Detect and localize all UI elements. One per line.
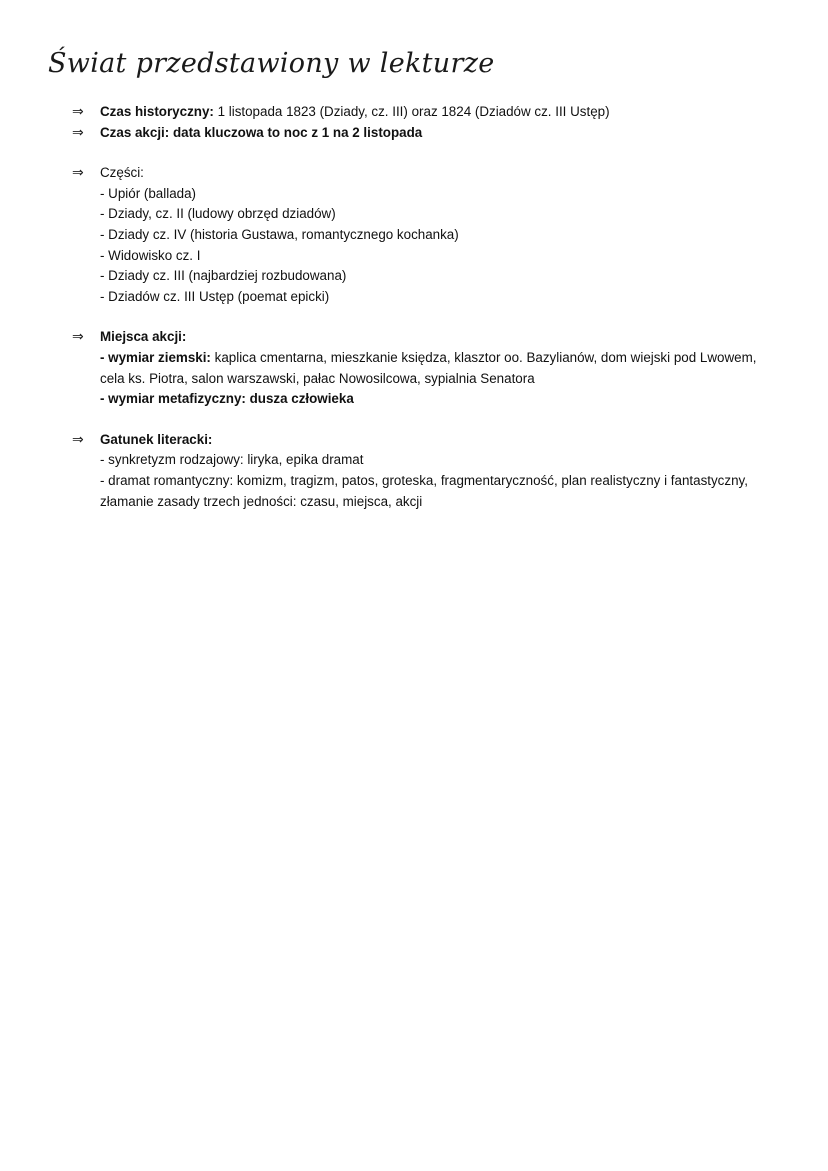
historical-time-item (72, 102, 762, 123)
list-item: - synkretyzm rodzajowy: liryka, epika dramat (100, 452, 364, 468)
parts-label: Części: (100, 165, 144, 181)
document-body (72, 102, 762, 512)
arrow-icon: ⇒ (72, 104, 84, 120)
places-earthly (100, 348, 762, 389)
arrow-icon: ⇒ (72, 165, 84, 182)
list-item: - Dziady cz. IV (historia Gustawa, romantycznego kochanka) (100, 226, 459, 242)
spacer (72, 307, 762, 327)
historical-time-text: 1 listopada 1823 (Dziady, cz. III) oraz 1824 (Dziadów cz. III Ustęp) (213, 104, 610, 119)
genre-label: Gatunek literacki: (100, 431, 213, 447)
arrow-icon: ⇒ (72, 329, 84, 346)
arrow-icon: ⇒ (72, 431, 84, 448)
historical-time-label: Czas historyczny: (100, 104, 214, 119)
spacer (72, 143, 762, 163)
places-section (72, 327, 762, 409)
list-item: - Dziady cz. III (najbardziej rozbudowana) (100, 268, 347, 284)
action-time-label: Czas akcji: data kluczowa to noc z 1 na 2 listopada (100, 124, 423, 140)
places-earthly-text: kaplica cmentarna, mieszkanie księdza, klasztor oo. Bazylianów, dom wiejski pod Lwowem, cela ks. Piotra, salon warszawski, pałac Nowosilcowa, sypialnia Senatora (100, 349, 757, 386)
places-label: Miejsca akcji: (100, 329, 187, 345)
list-item: - Dziadów cz. III Ustęp (poemat epicki) (100, 288, 330, 304)
arrow-icon: ⇒ (72, 124, 84, 141)
parts-section (72, 163, 762, 307)
parts-list (100, 184, 762, 308)
action-time-item (72, 123, 762, 144)
spacer (72, 410, 762, 430)
page-title: Świat przedstawiony w lekturze (48, 48, 495, 79)
genre-section (72, 430, 762, 512)
places-metaphysical: - wymiar metafizyczny: dusza człowieka (100, 391, 354, 407)
places-earthly-label: - wymiar ziemski: (100, 349, 211, 365)
list-item: - dramat romantyczny: komizm, tragizm, patos, groteska, fragmentaryczność, plan realistyczny i fantastyczny, złamanie zasady trzech jedności: czasu, miejsca, akcji (100, 472, 748, 509)
list-item: - Widowisko cz. I (100, 247, 201, 263)
list-item: - Upiór (ballada) (100, 185, 197, 201)
list-item: - Dziady, cz. II (ludowy obrzęd dziadów) (100, 206, 336, 222)
